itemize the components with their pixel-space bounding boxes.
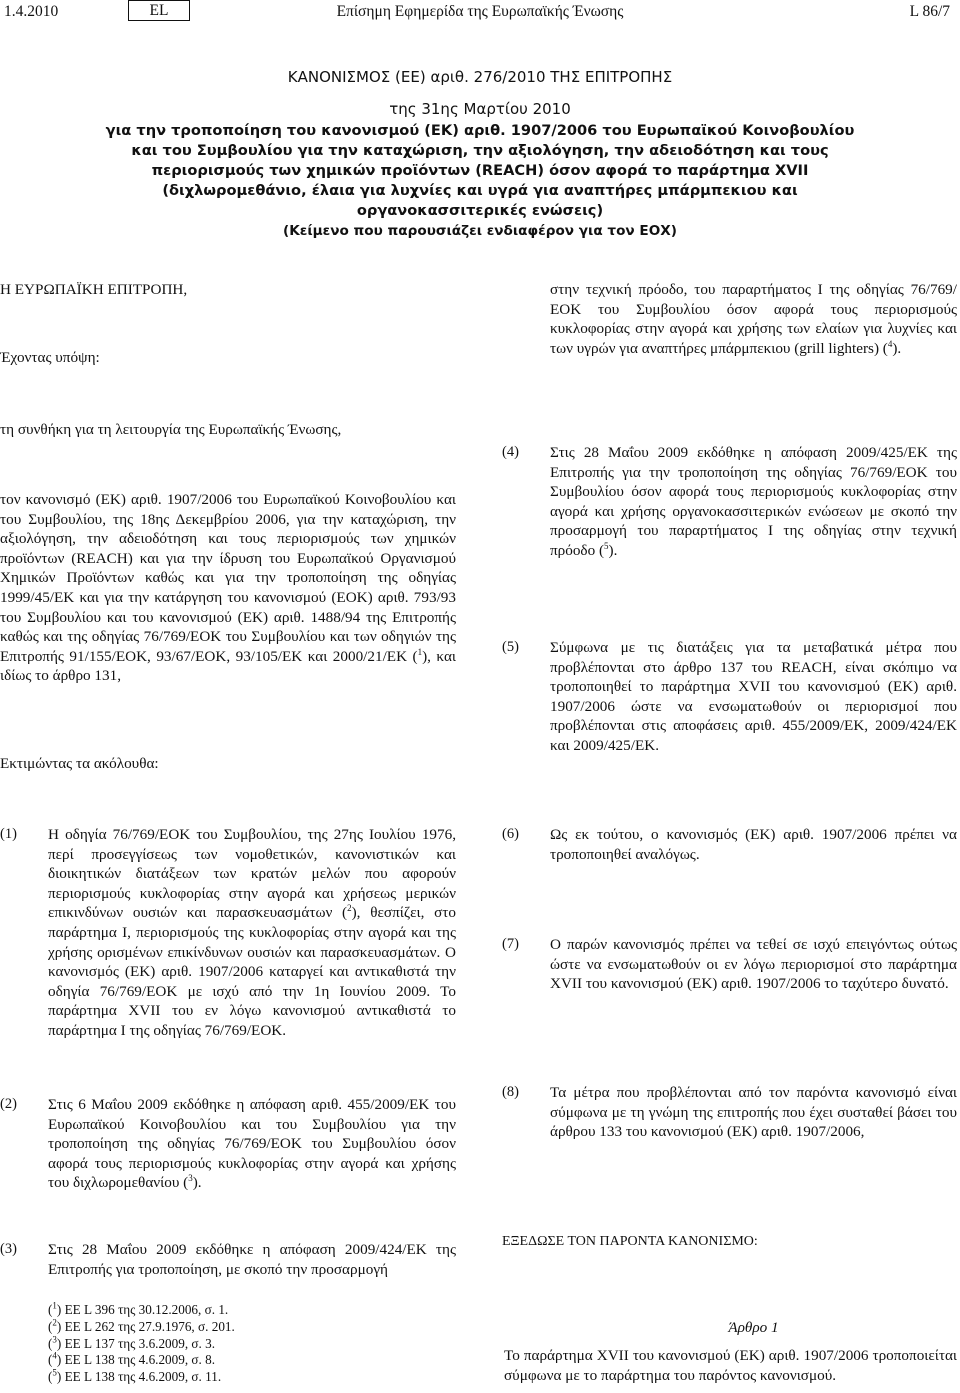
footnote-text: ΕΕ L 396 της 30.12.2006, σ. 1.	[64, 1302, 229, 1317]
recital-text: Τα μέτρα που προβλέπονται από τον παρόντα κανονισμό είναι σύμφωνα με τη γνώμη της επιτροπής που έχει συσταθεί βάσει του άρθρου 133 του κανονισμού (ΕΚ) αριθ. 1907/2006,	[550, 1084, 957, 1141]
publication-date: 1.4.2010	[4, 3, 59, 20]
footnote: ($^4$) ΕΕ L 138 της 4.6.2009, σ. 8.	[48, 1351, 216, 1368]
recital-text-a: Στις 6 Μαΐου 2009 εκδόθηκε η απόφαση αριθ. 455/2009/ΕΚ του Ευρωπαϊκού Κοινοβουλίου και του Συμβουλίου για την τροποποίηση της οδηγίας 76/769/ΕΟΚ του Συμβουλίου όσον αφορά τους περιορισμούς κυκλοφορίας στην αγορά και χρήσης του διχλωρομεθανίου (	[48, 1096, 456, 1192]
footnote: ($^5$) ΕΕ L 138 της 4.6.2009, σ. 11.	[48, 1367, 222, 1385]
article-heading: Άρθρο 1	[728, 1319, 779, 1336]
recital-number: (8)	[502, 1084, 519, 1100]
footnote-ref: 5	[604, 540, 609, 551]
page-header	[0, 0, 960, 24]
whereas-heading: Εκτιμώντας τα ακόλουθα:	[0, 755, 159, 772]
footnote: ($^1$) ΕΕ L 396 της 30.12.2006, σ. 1.	[48, 1300, 229, 1317]
enacting-formula: ΕΞΕΔΩΣΕ ΤΟΝ ΠΑΡΟΝΤΑ ΚΑΝΟΝΙΣΜΟ:	[502, 1234, 758, 1249]
recital-text-a: Η οδηγία 76/769/ΕΟΚ του Συμβουλίου, της 27ης Ιουλίου 1976, περί προσεγγίσεως των νομοθετικών, κανονιστικών και διοικητικών διατάξεων των κρατών μελών που αφορούν περιορισμούς κυκλοφορίας στην αγορά και χρήσεως μερικών επικινδύνων ουσιών και παρασκευασμάτων (	[48, 826, 456, 922]
recital-text-a: Στις 28 Μαΐου 2009 εκδόθηκε η απόφαση 2009/425/ΕΚ της Επιτροπής για την τροποποίηση της οδηγίας 76/769/ΕΟΚ του Συμβουλίου όσον αφορά τους περιορισμούς κυκλοφορίας στην αγορά και χρήσης οργανοκασσιτερικών ενώσεων με σκοπό την προσαρμογή του παραρτήματος I της οδηγίας στην τεχνική πρόοδο (	[550, 444, 957, 559]
regulation-subject: για την τροποποίηση του κανονισμού (ΕΚ) αριθ. 1907/2006 του Ευρωπαϊκού Κοινοβουλίου και του Συμβουλίου για την καταχώριση, την αξιολόγηση, την αδειοδότηση και τους περιορισμούς των χημικών προϊόντων (REACH) όσον αφορά το παράρτημα XVII (διχλωρομεθάνιο, έλαια για λυχνίες και υγρά για αναπτήρες μπάρμπεκιου και οργανοκασσιτερικές ενώσεις)	[105, 122, 855, 219]
recital-text-b: ), θεσπίζει, στο παράρτημα I, περιορισμούς της κυκλοφορίας στην αγορά και της χρήσης ορισμένων επικίνδυνων ουσιών και παρασκευασμάτων. Ο κανονισμός (ΕΚ) αριθ. 1907/2006 καταργεί και αντικαθιστά την οδηγία 76/769/ΕΟΚ με ισχύ από την 1η Ιουνίου 2009. Το παράρτημα XVII του εν λόγω κανονισμού αντικαθιστά το παράρτημα I της οδηγίας 76/769/ΕΟΚ.	[48, 904, 457, 1039]
footnote-ref: 1	[417, 646, 423, 657]
recital-text-b: ).	[192, 1174, 202, 1192]
recital-3-continuation	[550, 280, 957, 358]
footnote-number: 4	[52, 1351, 57, 1361]
recital-number: (3)	[0, 1241, 17, 1257]
recital-text	[550, 443, 957, 561]
article-text: Το παράρτημα XVII του κανονισμού (ΕΚ) αριθ. 1907/2006 τροποποιείται σύμφωνα με το παράρτημα του παρόντος κανονισμού.	[504, 1347, 957, 1384]
continuation-text-end: ).	[892, 339, 902, 357]
regulation-title: ΚΑΝΟΝΙΣΜΟΣ (ΕΕ) αριθ. 276/2010 ΤΗΣ ΕΠΙΤΡΟΠΗΣ	[287, 68, 673, 86]
footnote-ref: 2	[347, 903, 352, 914]
recital-text: Ο παρών κανονισμός πρέπει να τεθεί σε ισχύ επειγόντως ούτως ώστε να ενσωματωθούν οι εν λόγω περιορισμοί στο παράρτημα XVII του κανονισμού (ΕΚ) αριθ. 1907/2006 το ταχύτερο δυνατό.	[550, 936, 957, 993]
recital-number: (5)	[502, 639, 519, 655]
journal-title: Επίσημη Εφημερίδα της Ευρωπαϊκής Ένωσης	[336, 3, 624, 20]
recital-text: Σύμφωνα με τις διατάξεις για τα μεταβατικά μέτρα που προβλέπονται στο άρθρο 137 του REACH, είναι σκόπιμο να τροποποιηθεί το παράρτημα XVII του κανονισμού (ΕΚ) αριθ. 1907/2006 ώστε να ενσωματωθούν οι περιορισμοί που προβλέπονται στις αποφάσεις αριθ. 455/2009/ΕΚ, 2009/424/ΕΚ και 2009/425/ΕΚ.	[550, 639, 957, 754]
footnote-ref: 3	[188, 1173, 193, 1184]
recital-number: (7)	[502, 936, 519, 952]
footnote-text: ΕΕ L 138 της 4.6.2009, σ. 8.	[64, 1352, 216, 1368]
footnote-ref: 4	[887, 338, 893, 349]
recital-text	[48, 825, 456, 1041]
eea-relevance: (Κείμενο που παρουσιάζει ενδιαφέρον για τον ΕΟΧ)	[283, 223, 677, 239]
footnote-text: ΕΕ L 138 της 4.6.2009, σ. 11.	[64, 1369, 222, 1385]
recital-text-b: ).	[608, 541, 618, 559]
recital-number: (1)	[0, 826, 17, 842]
page-number: L 86/7	[909, 3, 950, 20]
recital-number: (2)	[0, 1096, 17, 1112]
footnote-number: 2	[52, 1317, 57, 1328]
footnote-text: ΕΕ L 262 της 27.9.1976, σ. 201.	[64, 1318, 235, 1334]
regulation-citation	[0, 490, 456, 686]
language-badge: EL	[128, 0, 190, 21]
treaty-citation: τη συνθήκη για τη λειτουργία της Ευρωπαϊκής Ένωσης,	[0, 421, 342, 438]
footnote-text: ΕΕ L 137 της 3.6.2009, σ. 3.	[64, 1335, 216, 1351]
footnote-number: 1	[52, 1300, 57, 1311]
recital-text: Ως εκ τούτου, ο κανονισμός (ΕΚ) αριθ. 1907/2006 πρέπει να τροποποιηθεί αναλόγως.	[550, 826, 957, 863]
recital-number: (6)	[502, 826, 519, 842]
continuation-text: στην τεχνική πρόοδο, του παραρτήματος I της οδηγίας 76/769/ΕΟΚ του Συμβουλίου όσον αφορά τους περιορισμούς κυκλοφορίας στην αγορά και χρήσης των ελαίων για λυχνίες και των υγρών για αναπτήρες μπάρμπεκιου (grill lighters) (	[550, 281, 957, 357]
commission-heading: Η ΕΥΡΩΠΑΪΚΗ ΕΠΙΤΡΟΠΗ,	[0, 281, 188, 298]
footnote: ($^2$) ΕΕ L 262 της 27.9.1976, σ. 201.	[48, 1317, 235, 1334]
footnote-number: 5	[52, 1367, 57, 1378]
recital-text: Στις 28 Μαΐου 2009 εκδόθηκε η απόφαση 2009/424/ΕΚ της Επιτροπής για τροποποίηση, με σκοπό την προσαρμογή	[48, 1241, 456, 1278]
citation-text-end: ), και ιδίως το άρθρο 131,	[0, 647, 456, 685]
footnote-number: 3	[52, 1334, 57, 1345]
regulation-date: της 31ης Μαρτίου 2010	[389, 100, 571, 118]
footnotes	[48, 1302, 235, 1386]
recital-number: (4)	[502, 444, 519, 460]
footnote: ($^3$) ΕΕ L 137 της 3.6.2009, σ. 3.	[48, 1334, 216, 1351]
recital-text	[48, 1095, 456, 1193]
having-regard: Έχοντας υπόψη:	[0, 349, 100, 366]
citation-text: τον κανονισμό (ΕΚ) αριθ. 1907/2006 του Ευρωπαϊκού Κοινοβουλίου και του Συμβουλίου, της 18ης Δεκεμβρίου 2006, για την καταχώριση, την αξιολόγηση, την αδειοδότηση και τους περιορισμούς των χημικών προϊόντων (REACH) και για την ίδρυση του Ευρωπαϊκού Οργανισμού Χημικών Προϊόντων καθώς και για την τροποποίηση της οδηγίας 1999/45/ΕΚ και για την κατάργηση του κανονισμού (ΕΟΚ) αριθ. 793/93 του Συμβουλίου και του κανονισμού (ΕΚ) αριθ. 1488/94 της Επιτροπής καθώς και της οδηγίας 76/769/ΕΟΚ του Συμβουλίου και των οδηγιών της Επιτροπής 91/155/ΕΟΚ, 93/67/ΕΟΚ, 93/105/ΕΚ και 2000/21/ΕΚ (	[0, 491, 456, 665]
